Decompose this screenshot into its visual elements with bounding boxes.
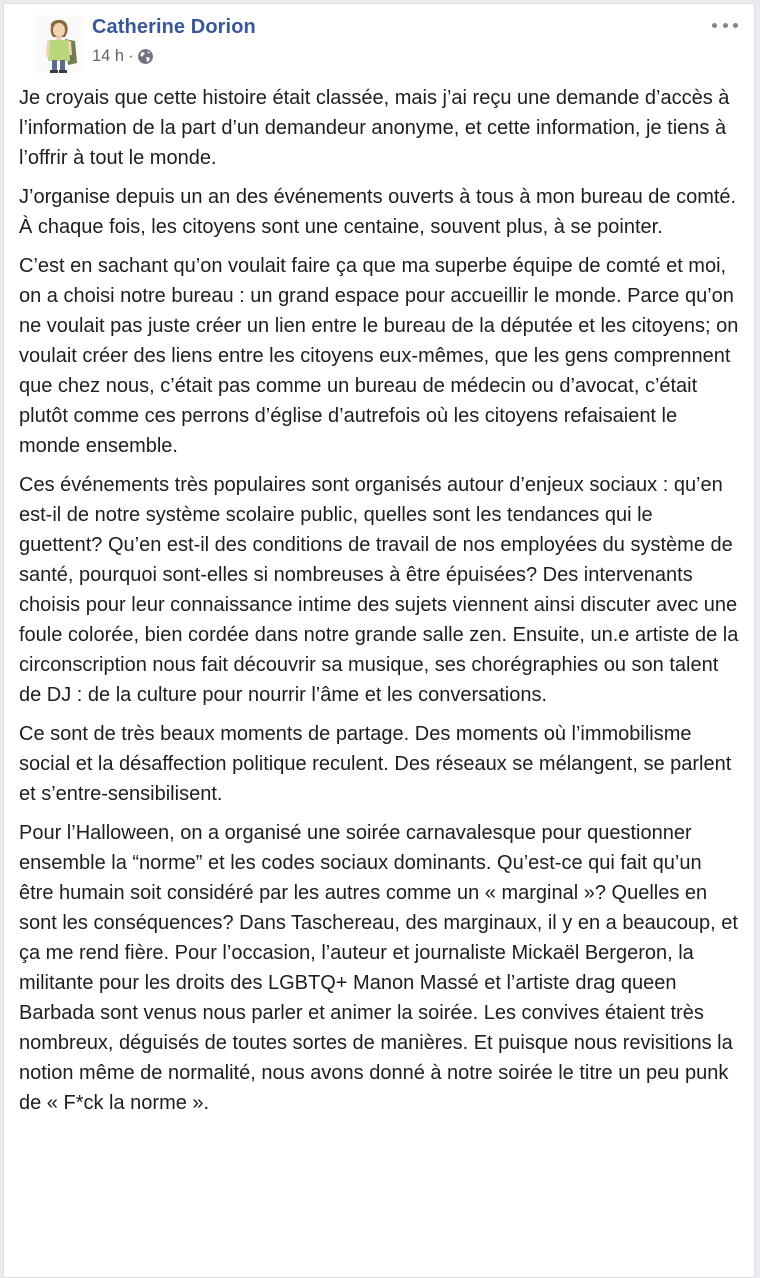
timestamp-link[interactable]: 14 h (92, 47, 125, 65)
post-meta (92, 47, 154, 66)
post-paragraph: Je croyais que cette histoire était classée, mais j’ai reçu une demande d’accès à l’information de la part d’un demandeur anonyme, et cette information, je tiens à l’offrir à tout le monde. (19, 87, 730, 169)
avatar-illustration (35, 15, 83, 73)
post-body (19, 83, 741, 1127)
more-dot (723, 23, 728, 28)
author-name-link[interactable]: Catherine Dorion (92, 16, 256, 38)
avatar[interactable] (35, 15, 83, 73)
post-paragraph: Ces événements très populaires sont organisés autour d’enjeux sociaux : qu’en est-il de notre système scolaire public, quelles sont les tendances qui le guettent? Qu’en est-il des conditions de travail de nos employées du système de santé, pourquoi sont-elles si nombreuses à être épuisées? Des intervenants choisis pour leur connaissance intime des sujets viennent ainsi discuter avec une foule colorée, bien cordée dans notre grande salle zen. Ensuite, un.e artiste de la circonscription nous fait découvrir sa musique, ses chorégraphies ou son talent de DJ : de la culture pour nourrir l’âme et les conversations. (19, 474, 739, 706)
post-header (4, 4, 754, 84)
more-dot (712, 23, 717, 28)
globe-icon[interactable] (137, 48, 154, 65)
post-paragraph: Ce sont de très beaux moments de partage. Des moments où l’immobilisme social et la désaffection politique reculent. Des réseaux se mélangent, se parlent et s’entre-sensibilisent. (19, 723, 732, 805)
post-paragraph: Pour l’Halloween, on a organisé une soirée carnavalesque pour questionner ensemble la “norme” et les codes sociaux dominants. Qu’est-ce qui fait qu’un être humain soit considéré par les autres comme un « marginal »? Quelles en sont les conséquences? Dans Taschereau, des marginaux, il y en a beaucoup, et ça me rend fière. Pour l’occasion, l’auteur et journaliste Mickaël Bergeron, la militante pour les droits des LGBTQ+ Manon Massé et l’artiste drag queen Barbada sont venus nous parler et animer la soirée. Les convives étaient très nombreux, déguisés de toutes sortes de manières. Et puisque nous revisitions la notion même de normalité, nous avons donné à notre soirée le titre un peu punk de « F*ck la norme ». (19, 822, 738, 1114)
post-paragraph: C’est en sachant qu’on voulait faire ça que ma superbe équipe de comté et moi, on a choisi notre bureau : un grand espace pour accueillir le monde. Parce qu’on ne voulait pas juste créer un lien entre le bureau de la députée et les citoyens; on voulait créer des liens entre les citoyens eux-mêmes, que les gens comprennent que chez nous, c’était pas comme un bureau de médecin ou d’avocat, c’était plutôt comme ces perrons d’église d’autrefois où les citoyens refaisaient le monde ensemble. (19, 255, 739, 457)
more-options-icon[interactable] (710, 14, 740, 36)
more-dot (733, 23, 738, 28)
post-paragraph: J’organise depuis un an des événements ouverts à tous à mon bureau de comté. À chaque fois, les citoyens sont une centaine, souvent plus, à se pointer. (19, 186, 737, 238)
meta-separator: · (128, 47, 134, 65)
post-card (3, 3, 755, 1278)
